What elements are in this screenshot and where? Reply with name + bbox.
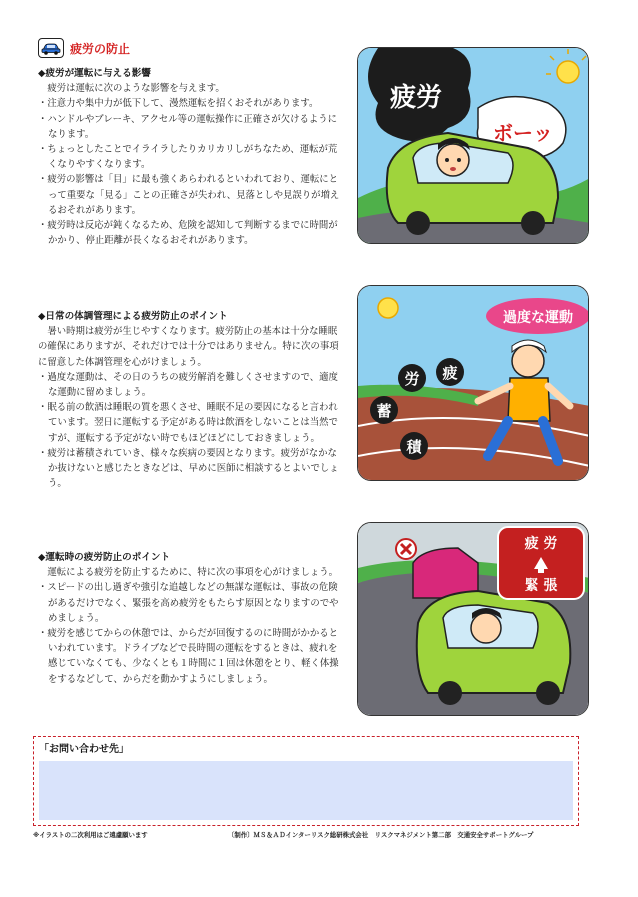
page-title: 疲労の防止 [70, 41, 131, 56]
illustration-drowsy-driver [357, 47, 589, 244]
list-item: ・疲労時は反応が鈍くなるため、危険を認知して判断するまでに時間がかかり、停止距離が長くなるおそれがあります。 [38, 220, 338, 247]
list-item: ・過度な運動は、その日のうちの疲労解消を難しくさせますので、適度な運動に留めましょう。 [38, 371, 338, 399]
section-fatigue-effects [38, 66, 340, 248]
header [38, 38, 130, 58]
section-heading: ◆日常の体調管理による疲労防止のポイント [38, 311, 228, 322]
label-daze: ボーッ [493, 121, 553, 145]
list-item: ・ちょっとしたことでイライラしたりカリカリしがちなため、運転が荒くなりやすくなります。 [38, 144, 338, 171]
contact-box [33, 736, 579, 826]
label-fatigue-box: 疲 労 [524, 536, 558, 552]
label-tension-box: 緊 張 [524, 578, 558, 594]
kanji-hi: 疲 [442, 364, 458, 382]
list-item: ・疲労を感じてからの休憩では、からだが回復するのに時間がかかるといわれています。ドライブなどで長時間の運転をするときは、疲れを感じていなくても、少なくとも１時間に１回は休憩をとり、軽く体操をするなどして、からだを動かすようにしましょう。 [38, 628, 339, 685]
list-item: ・疲労は蓄積されていき、様々な疾病の要因となります。疲労がなかなか抜けないと感じたときなどは、早めに医師に相談するとよいでしょう。 [38, 447, 339, 490]
illustration-excessive-exercise [357, 285, 589, 481]
list-item: ・眠る前の飲酒は睡眠の質を悪くさせ、睡眠不足の要因になると言われています。翌日に運転する予定がある時は飲酒をしないことは当然ですが、運転する予定がない時でもほどほどにしておきましょう。 [38, 402, 338, 444]
section-heading: ◆運転時の疲労防止のポイント [38, 552, 171, 563]
section-intro: 疲労は運転に次のような影響を与えます。 [47, 83, 225, 95]
list-item: ・注意力や集中力が低下して、漫然運転を招くおそれがあります。 [38, 98, 319, 110]
contact-fill-area [39, 761, 573, 820]
illustration-tense-driver [357, 522, 589, 716]
section-intro: 運転による疲労を防止するために、特に次の事項を心がけましょう。 [47, 567, 339, 579]
footer-note: ※イラストの二次利用はご遠慮願います [33, 831, 148, 839]
section-daily-health [38, 309, 340, 491]
section-driving-tips [38, 550, 340, 687]
car-icon [38, 38, 64, 58]
label-fatigue: 疲労 [389, 83, 443, 113]
list-item: ・スピードの出し過ぎや強引な追越しなどの無謀な運転は、事故の危険があるだけでなく、緊張を高め疲労をもたらす原因となりますのでやめましょう。 [38, 582, 339, 624]
section-intro: 暑い時期は疲労が生じやすくなります。疲労防止の基本は十分な睡眠の確保にありますが、それだけでは十分ではありません。特に次の事項に留意した体調管理を心がけましょう。 [38, 326, 339, 368]
footer-credit: 〔制作〕ＭＳ＆ＡＤインターリスク総研株式会社 リスクマネジメント第二部 交通安全サポートグループ [228, 831, 534, 839]
label-excessive-exercise: 過度な運動 [503, 310, 573, 326]
kanji-chiku: 蓄 [376, 402, 392, 420]
list-item: ・ハンドルやブレーキ、アクセル等の運転操作に正確さが欠けるようになります。 [38, 113, 337, 140]
section-heading: ◆疲労が運転に与える影響 [38, 68, 151, 79]
contact-label: 「お問い合わせ先」 [39, 744, 129, 755]
kanji-seki: 積 [406, 438, 422, 456]
list-item: ・疲労の影響は「目」に最も強くあらわれるといわれており、運転にとって重要な「見る」ことの正確さが失われ、見落としや見誤りが増えるおそれがあります。 [38, 174, 340, 216]
kanji-rou: 労 [404, 370, 420, 388]
